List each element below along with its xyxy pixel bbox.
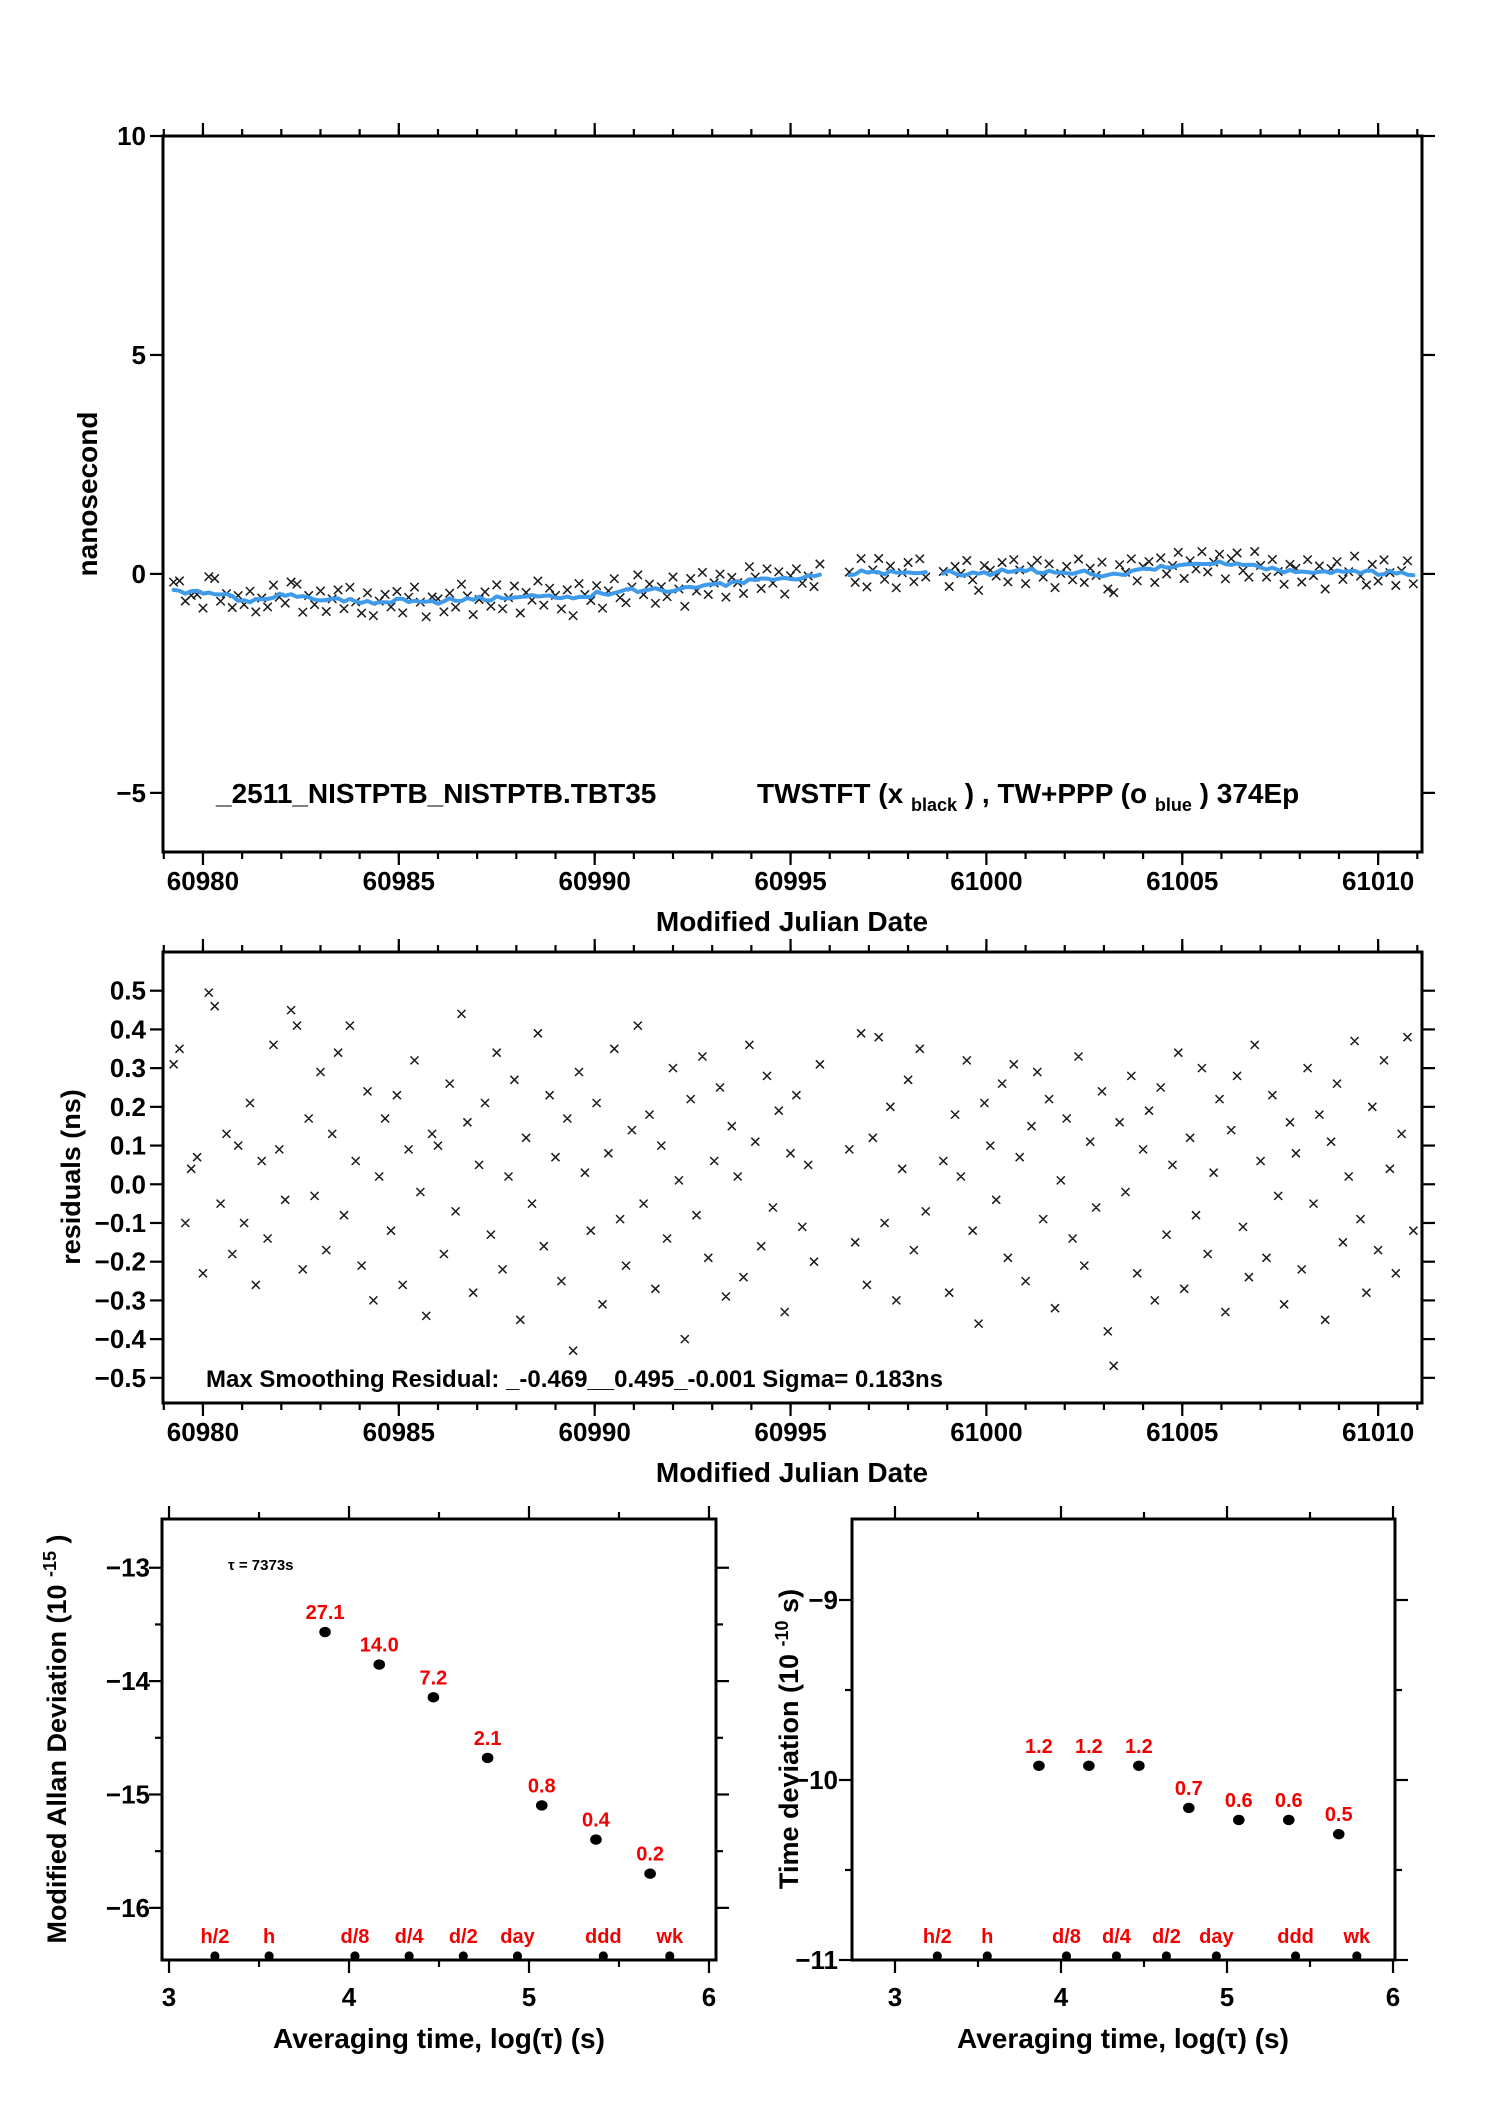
deviation-point xyxy=(1333,1829,1345,1839)
deviation-point xyxy=(1283,1815,1295,1825)
phase-inline-title xyxy=(215,778,1299,817)
deviation-point xyxy=(373,1659,385,1669)
y-tick-label: −11 xyxy=(795,1945,838,1975)
phase-y-axis-title: nanosecond xyxy=(72,411,103,577)
category-marker-dot xyxy=(513,1951,522,1960)
y-tick-label: −13 xyxy=(105,1552,150,1583)
y-tick-label: 5 xyxy=(131,339,146,370)
mdev-ylabel-close: ) xyxy=(42,1534,72,1544)
deviation-value-label: 0.8 xyxy=(527,1775,556,1798)
y-tick-label: −9 xyxy=(808,1585,838,1615)
x-tick-label: 60985 xyxy=(362,1417,435,1447)
x-tick-label: 6 xyxy=(701,1982,717,2012)
mdev-y-axis-title xyxy=(32,1534,72,1943)
residuals-y-axis-title: residuals (ns) xyxy=(56,1089,86,1265)
deviation-point xyxy=(1233,1815,1245,1825)
x-tick-label: 60990 xyxy=(558,1417,631,1447)
category-marker-dot xyxy=(1291,1951,1300,1960)
deviation-point xyxy=(482,1753,494,1763)
deviation-point xyxy=(1183,1803,1195,1813)
y-tick-label: 0.3 xyxy=(109,1053,146,1084)
y-tick-label: 0.1 xyxy=(109,1130,146,1161)
deviation-point xyxy=(536,1800,548,1810)
y-tick-label: −0.5 xyxy=(94,1362,146,1393)
axis-frame xyxy=(163,136,1422,852)
deviation-point xyxy=(1033,1761,1045,1771)
deviation-value-label: 0.2 xyxy=(636,1843,665,1866)
max-smoothing-annotation: Max Smoothing Residual: _-0.469__0.495_-0.001 Sigma= 0.183ns xyxy=(206,1366,944,1393)
deviation-point xyxy=(644,1869,656,1879)
y-tick-label: 10 xyxy=(117,121,146,151)
x-tick-label: 6 xyxy=(1385,1982,1401,2012)
deviation-point xyxy=(428,1692,440,1702)
residual-x-markers xyxy=(170,989,1418,1370)
x-tick-label: 60985 xyxy=(362,866,435,896)
category-marker-dot xyxy=(665,1951,674,1960)
y-tick-label: 0.0 xyxy=(109,1169,146,1200)
deviation-value-label: 7.2 xyxy=(419,1667,448,1690)
deviation-value-label: 0.7 xyxy=(1174,1777,1203,1800)
x-tick-label: 3 xyxy=(887,1982,903,2012)
category-marker-dot xyxy=(933,1951,942,1960)
tdev-ylabel-close: s) xyxy=(774,1588,804,1613)
deviation-value-label: 0.5 xyxy=(1324,1804,1353,1827)
category-label: h/2 xyxy=(200,1926,230,1948)
category-marker-dot xyxy=(350,1951,359,1960)
bottom-left-panel-mdev xyxy=(106,1506,729,2012)
y-tick-label: 0.5 xyxy=(109,975,146,1006)
category-label: h xyxy=(262,1926,276,1948)
tdev-x-axis-title: Averaging time, log(τ) (s) xyxy=(957,2023,1289,2054)
category-marker-dot xyxy=(599,1951,608,1960)
title-file-id: _2511_NISTPTB_NISTPTB.TBT35 xyxy=(216,778,657,809)
axis-frame xyxy=(852,1519,1395,1960)
deviation-point xyxy=(1133,1761,1145,1771)
category-label: day xyxy=(500,1926,535,1948)
y-tick-label: 0.4 xyxy=(109,1014,146,1045)
title-epochs: ) 374Ep xyxy=(1199,778,1300,809)
y-tick-label: −16 xyxy=(105,1892,150,1923)
deviation-value-label: 0.6 xyxy=(1274,1789,1303,1812)
axis-frame xyxy=(163,952,1422,1403)
category-label: h/2 xyxy=(922,1926,952,1948)
tau-annotation: τ = 7373s xyxy=(228,1557,294,1574)
y-tick-label: −15 xyxy=(105,1779,150,1810)
y-tick-label: −10 xyxy=(793,1765,838,1795)
x-tick-label: 61005 xyxy=(1146,866,1219,896)
category-marker-dot xyxy=(1212,1951,1221,1960)
tdev-ylabel-main: Time deviation (10 xyxy=(774,1653,804,1890)
category-marker-dot xyxy=(405,1951,414,1960)
category-label: ddd xyxy=(585,1926,622,1948)
category-marker-dot xyxy=(459,1951,468,1960)
deviation-point xyxy=(590,1834,602,1844)
residuals-x-axis-title: Modified Julian Date xyxy=(655,1457,929,1488)
x-tick-label: 60990 xyxy=(558,866,631,896)
deviation-value-label: 1.2 xyxy=(1074,1735,1103,1758)
x-tick-label: 61005 xyxy=(1146,1417,1219,1447)
x-tick-label: 60980 xyxy=(166,866,240,896)
category-marker-dot xyxy=(1112,1951,1121,1960)
deviation-value-label: 27.1 xyxy=(305,1602,345,1625)
category-label: d/4 xyxy=(1101,1926,1131,1948)
category-label: d/8 xyxy=(1052,1926,1081,1948)
deviation-point xyxy=(319,1627,331,1637)
category-marker-dot xyxy=(1062,1951,1071,1960)
twstft-x-markers xyxy=(169,547,1417,621)
bottom-right-panel-tdev xyxy=(794,1506,1408,2012)
y-tick-label: −0.2 xyxy=(94,1246,146,1277)
category-label: wk xyxy=(656,1926,684,1948)
x-tick-label: 4 xyxy=(1053,1982,1069,2012)
y-tick-label: −0.4 xyxy=(94,1324,146,1355)
deviation-value-label: 2.1 xyxy=(473,1727,502,1750)
title-twppp: ) , TW+PPP (o xyxy=(964,778,1148,809)
title-sub-blue: blue xyxy=(1154,795,1192,815)
category-label: d/2 xyxy=(1151,1926,1181,1948)
x-tick-label: 60995 xyxy=(754,1417,827,1447)
deviation-value-label: 14.0 xyxy=(359,1634,399,1657)
axis-frame xyxy=(162,1519,716,1960)
x-tick-label: 4 xyxy=(341,1982,357,2012)
y-tick-label: −0.1 xyxy=(94,1207,146,1238)
category-marker-dot xyxy=(1352,1951,1361,1960)
y-tick-label: −0.3 xyxy=(94,1285,146,1316)
x-tick-label: 60980 xyxy=(166,1417,240,1447)
x-tick-label: 60995 xyxy=(754,866,827,896)
deviation-value-label: 1.2 xyxy=(1124,1735,1153,1758)
x-tick-label: 61010 xyxy=(1341,866,1415,896)
category-label: d/2 xyxy=(448,1926,478,1948)
category-label: ddd xyxy=(1277,1926,1314,1948)
y-tick-label: 0 xyxy=(131,558,146,589)
category-label: h xyxy=(981,1926,994,1948)
category-marker-dot xyxy=(983,1951,992,1960)
x-tick-label: 61000 xyxy=(950,866,1023,896)
mdev-ylabel-exponent: -15 xyxy=(40,1550,60,1577)
category-label: d/4 xyxy=(394,1926,424,1948)
title-sub-black: black xyxy=(910,795,958,815)
deviation-value-label: 0.6 xyxy=(1224,1789,1253,1812)
x-tick-label: 61010 xyxy=(1341,1417,1415,1447)
y-tick-label: 0.2 xyxy=(109,1091,146,1122)
x-tick-label: 5 xyxy=(1219,1982,1235,2012)
category-marker-dot xyxy=(210,1951,219,1960)
phase-x-axis-title: Modified Julian Date xyxy=(655,906,929,937)
category-marker-dot xyxy=(264,1951,273,1960)
tdev-ylabel-exponent: -10 xyxy=(772,1620,792,1647)
mdev-x-axis-title: Averaging time, log(τ) (s) xyxy=(273,2023,605,2054)
category-label: d/8 xyxy=(340,1926,370,1948)
tdev-y-axis-title xyxy=(764,1589,804,1889)
deviation-value-label: 1.2 xyxy=(1025,1735,1053,1758)
mdev-ylabel-main: Modified Allan Deviation (10 xyxy=(42,1584,72,1944)
deviation-point xyxy=(1083,1761,1095,1771)
x-tick-label: 5 xyxy=(521,1982,537,2012)
category-label: wk xyxy=(1343,1926,1371,1948)
deviation-value-label: 0.4 xyxy=(582,1809,610,1832)
title-twstft: TWSTFT (x xyxy=(757,778,904,809)
category-label: day xyxy=(1199,1926,1234,1948)
x-tick-label: 3 xyxy=(161,1982,177,2012)
x-tick-label: 61000 xyxy=(950,1417,1023,1447)
y-tick-label: −14 xyxy=(105,1666,150,1697)
y-tick-label: −5 xyxy=(116,777,146,808)
category-marker-dot xyxy=(1162,1951,1171,1960)
